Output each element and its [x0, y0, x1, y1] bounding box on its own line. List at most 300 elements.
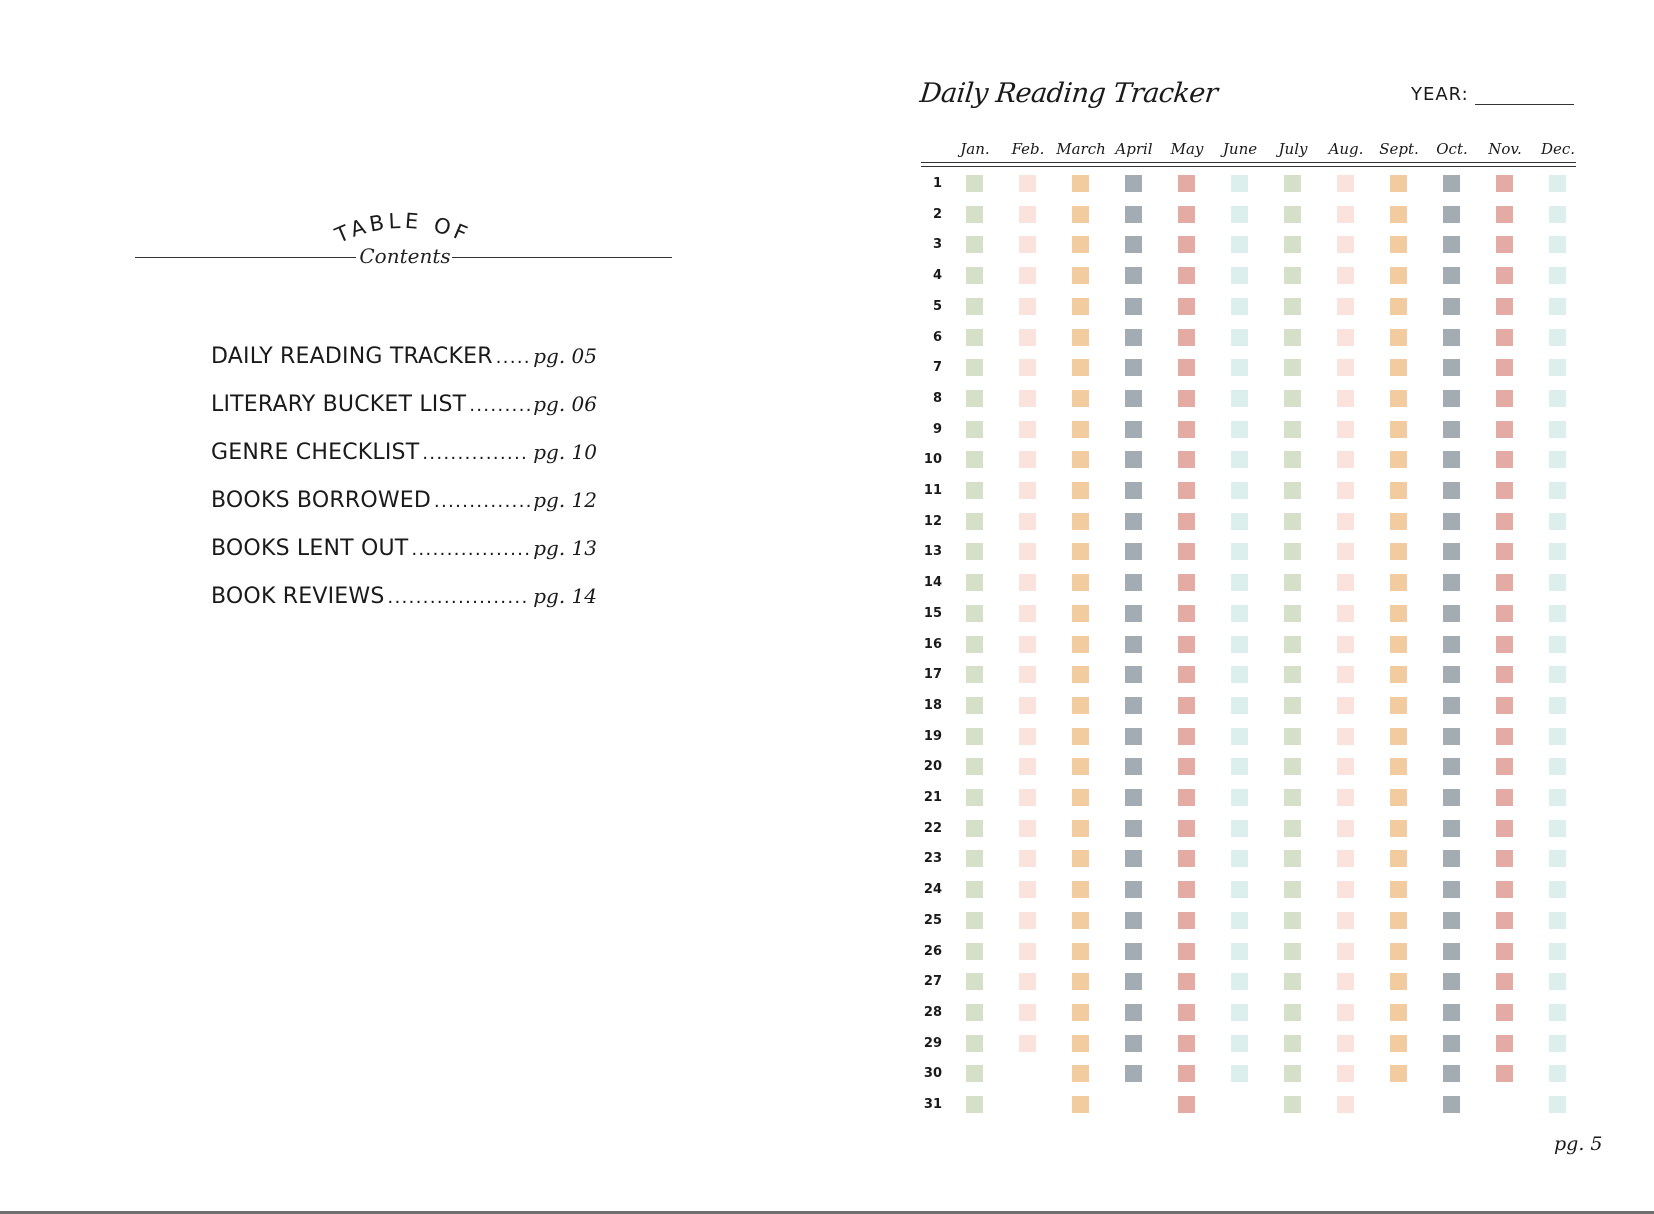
tracker-cell[interactable] [1284, 1065, 1301, 1082]
toc-entry[interactable] [211, 440, 597, 470]
tracker-cell[interactable] [1284, 421, 1301, 438]
tracker-cell[interactable] [1496, 912, 1513, 929]
tracker-cell[interactable] [1284, 1096, 1301, 1113]
tracker-cell[interactable] [1390, 789, 1407, 806]
tracker-cell[interactable] [1496, 513, 1513, 530]
tracker-cell[interactable] [1443, 697, 1460, 714]
tracker-cell[interactable] [966, 421, 983, 438]
toc-entry[interactable] [211, 344, 597, 374]
tracker-cell[interactable] [1549, 1096, 1566, 1113]
tracker-cell[interactable] [1231, 758, 1248, 775]
tracker-cell[interactable] [966, 267, 983, 284]
tracker-cell[interactable] [1284, 513, 1301, 530]
tracker-cell[interactable] [1390, 943, 1407, 960]
tracker-cell[interactable] [1549, 175, 1566, 192]
tracker-cell[interactable] [1337, 912, 1354, 929]
tracker-cell[interactable] [1337, 1096, 1354, 1113]
tracker-cell[interactable] [1496, 359, 1513, 376]
tracker-cell[interactable] [966, 973, 983, 990]
tracker-cell[interactable] [1284, 820, 1301, 837]
tracker-cell[interactable] [1549, 636, 1566, 653]
tracker-cell[interactable] [1178, 1004, 1195, 1021]
tracker-cell[interactable] [1549, 1065, 1566, 1082]
tracker-cell[interactable] [1284, 390, 1301, 407]
tracker-cell[interactable] [966, 574, 983, 591]
tracker-cell[interactable] [1178, 513, 1195, 530]
tracker-cell[interactable] [1496, 728, 1513, 745]
tracker-cell[interactable] [1443, 543, 1460, 560]
toc-entry[interactable] [211, 536, 597, 566]
tracker-cell[interactable] [1390, 451, 1407, 468]
tracker-cell[interactable] [1443, 175, 1460, 192]
tracker-cell[interactable] [1496, 574, 1513, 591]
tracker-cell[interactable] [1390, 359, 1407, 376]
tracker-cell[interactable] [1549, 1004, 1566, 1021]
tracker-cell[interactable] [1549, 605, 1566, 622]
tracker-cell[interactable] [1019, 850, 1036, 867]
tracker-cell[interactable] [966, 482, 983, 499]
tracker-cell[interactable] [966, 697, 983, 714]
tracker-cell[interactable] [1072, 1035, 1089, 1052]
tracker-cell[interactable] [1019, 912, 1036, 929]
tracker-cell[interactable] [1549, 881, 1566, 898]
tracker-cell[interactable] [1337, 820, 1354, 837]
tracker-cell[interactable] [1019, 359, 1036, 376]
tracker-cell[interactable] [1178, 482, 1195, 499]
tracker-cell[interactable] [1019, 206, 1036, 223]
tracker-cell[interactable] [1125, 758, 1142, 775]
tracker-cell[interactable] [1390, 973, 1407, 990]
tracker-cell[interactable] [1284, 636, 1301, 653]
tracker-cell[interactable] [1390, 881, 1407, 898]
tracker-cell[interactable] [1231, 1035, 1248, 1052]
tracker-cell[interactable] [1019, 820, 1036, 837]
tracker-cell[interactable] [1125, 267, 1142, 284]
tracker-cell[interactable] [1337, 451, 1354, 468]
tracker-cell[interactable] [1019, 513, 1036, 530]
tracker-cell[interactable] [1549, 850, 1566, 867]
tracker-cell[interactable] [966, 451, 983, 468]
tracker-cell[interactable] [966, 728, 983, 745]
tracker-cell[interactable] [1443, 236, 1460, 253]
tracker-cell[interactable] [1125, 973, 1142, 990]
tracker-cell[interactable] [1337, 359, 1354, 376]
tracker-cell[interactable] [1549, 359, 1566, 376]
tracker-cell[interactable] [1178, 267, 1195, 284]
tracker-cell[interactable] [1178, 421, 1195, 438]
tracker-cell[interactable] [1231, 482, 1248, 499]
tracker-cell[interactable] [1443, 298, 1460, 315]
tracker-cell[interactable] [1337, 421, 1354, 438]
tracker-cell[interactable] [1178, 236, 1195, 253]
tracker-cell[interactable] [1496, 1065, 1513, 1082]
tracker-cell[interactable] [1496, 329, 1513, 346]
year-input-line[interactable] [1475, 104, 1574, 105]
tracker-cell[interactable] [1390, 390, 1407, 407]
tracker-cell[interactable] [1549, 912, 1566, 929]
tracker-cell[interactable] [966, 881, 983, 898]
tracker-cell[interactable] [1284, 666, 1301, 683]
tracker-cell[interactable] [1549, 973, 1566, 990]
tracker-cell[interactable] [1178, 912, 1195, 929]
tracker-cell[interactable] [966, 666, 983, 683]
tracker-cell[interactable] [1390, 206, 1407, 223]
tracker-cell[interactable] [1390, 513, 1407, 530]
tracker-cell[interactable] [1072, 236, 1089, 253]
tracker-cell[interactable] [1125, 175, 1142, 192]
toc-entry[interactable] [211, 488, 597, 518]
tracker-cell[interactable] [1496, 543, 1513, 560]
tracker-cell[interactable] [1178, 298, 1195, 315]
tracker-cell[interactable] [1072, 482, 1089, 499]
tracker-cell[interactable] [1496, 1004, 1513, 1021]
tracker-cell[interactable] [1125, 298, 1142, 315]
tracker-cell[interactable] [1072, 1065, 1089, 1082]
tracker-cell[interactable] [1549, 267, 1566, 284]
tracker-cell[interactable] [1390, 912, 1407, 929]
tracker-cell[interactable] [1125, 636, 1142, 653]
tracker-cell[interactable] [1390, 636, 1407, 653]
tracker-cell[interactable] [1337, 636, 1354, 653]
tracker-cell[interactable] [1019, 421, 1036, 438]
tracker-cell[interactable] [966, 513, 983, 530]
tracker-cell[interactable] [1390, 697, 1407, 714]
tracker-cell[interactable] [1019, 728, 1036, 745]
tracker-cell[interactable] [1443, 1035, 1460, 1052]
tracker-cell[interactable] [1496, 758, 1513, 775]
tracker-cell[interactable] [1178, 329, 1195, 346]
tracker-cell[interactable] [1125, 482, 1142, 499]
tracker-cell[interactable] [1549, 543, 1566, 560]
tracker-cell[interactable] [1443, 666, 1460, 683]
tracker-cell[interactable] [966, 543, 983, 560]
tracker-cell[interactable] [1549, 390, 1566, 407]
tracker-cell[interactable] [1231, 697, 1248, 714]
tracker-cell[interactable] [1125, 1035, 1142, 1052]
tracker-cell[interactable] [1019, 236, 1036, 253]
tracker-cell[interactable] [1390, 1004, 1407, 1021]
tracker-cell[interactable] [1443, 421, 1460, 438]
tracker-cell[interactable] [1443, 513, 1460, 530]
tracker-cell[interactable] [1072, 789, 1089, 806]
tracker-cell[interactable] [1284, 1004, 1301, 1021]
tracker-cell[interactable] [1443, 329, 1460, 346]
tracker-cell[interactable] [1178, 666, 1195, 683]
tracker-cell[interactable] [966, 820, 983, 837]
tracker-cell[interactable] [1178, 1065, 1195, 1082]
tracker-cell[interactable] [1072, 175, 1089, 192]
tracker-cell[interactable] [966, 758, 983, 775]
tracker-cell[interactable] [1178, 973, 1195, 990]
tracker-cell[interactable] [1337, 728, 1354, 745]
tracker-cell[interactable] [1072, 728, 1089, 745]
tracker-cell[interactable] [1019, 636, 1036, 653]
tracker-cell[interactable] [1231, 175, 1248, 192]
tracker-cell[interactable] [1125, 236, 1142, 253]
tracker-cell[interactable] [1178, 758, 1195, 775]
tracker-cell[interactable] [1337, 605, 1354, 622]
tracker-cell[interactable] [1496, 482, 1513, 499]
tracker-cell[interactable] [1019, 758, 1036, 775]
tracker-cell[interactable] [1125, 543, 1142, 560]
tracker-cell[interactable] [1496, 697, 1513, 714]
tracker-cell[interactable] [1178, 451, 1195, 468]
tracker-cell[interactable] [1072, 206, 1089, 223]
tracker-cell[interactable] [1019, 697, 1036, 714]
tracker-cell[interactable] [1496, 666, 1513, 683]
tracker-cell[interactable] [1496, 636, 1513, 653]
tracker-cell[interactable] [1549, 451, 1566, 468]
tracker-cell[interactable] [966, 1065, 983, 1082]
tracker-cell[interactable] [1231, 1065, 1248, 1082]
tracker-cell[interactable] [1390, 298, 1407, 315]
tracker-cell[interactable] [1178, 1035, 1195, 1052]
tracker-cell[interactable] [1072, 267, 1089, 284]
tracker-cell[interactable] [1284, 912, 1301, 929]
tracker-cell[interactable] [966, 359, 983, 376]
tracker-cell[interactable] [1443, 789, 1460, 806]
tracker-cell[interactable] [1125, 206, 1142, 223]
tracker-cell[interactable] [1125, 421, 1142, 438]
tracker-cell[interactable] [1337, 850, 1354, 867]
tracker-cell[interactable] [1125, 1065, 1142, 1082]
tracker-cell[interactable] [1231, 605, 1248, 622]
tracker-cell[interactable] [1125, 912, 1142, 929]
tracker-cell[interactable] [1019, 666, 1036, 683]
tracker-cell[interactable] [1019, 1035, 1036, 1052]
tracker-cell[interactable] [1549, 666, 1566, 683]
tracker-cell[interactable] [1072, 359, 1089, 376]
tracker-cell[interactable] [1443, 728, 1460, 745]
tracker-cell[interactable] [1019, 451, 1036, 468]
tracker-cell[interactable] [1496, 175, 1513, 192]
tracker-cell[interactable] [1337, 329, 1354, 346]
tracker-cell[interactable] [1496, 206, 1513, 223]
tracker-cell[interactable] [1231, 543, 1248, 560]
tracker-cell[interactable] [1549, 697, 1566, 714]
tracker-cell[interactable] [1072, 1004, 1089, 1021]
tracker-cell[interactable] [1390, 728, 1407, 745]
tracker-cell[interactable] [1390, 329, 1407, 346]
tracker-cell[interactable] [1125, 881, 1142, 898]
tracker-cell[interactable] [1443, 912, 1460, 929]
tracker-cell[interactable] [1231, 789, 1248, 806]
tracker-cell[interactable] [1284, 206, 1301, 223]
tracker-cell[interactable] [1125, 666, 1142, 683]
tracker-cell[interactable] [1496, 298, 1513, 315]
tracker-cell[interactable] [1072, 1096, 1089, 1113]
tracker-cell[interactable] [1443, 758, 1460, 775]
tracker-cell[interactable] [1284, 482, 1301, 499]
tracker-cell[interactable] [1443, 1004, 1460, 1021]
tracker-cell[interactable] [966, 636, 983, 653]
tracker-cell[interactable] [1443, 850, 1460, 867]
tracker-cell[interactable] [1125, 943, 1142, 960]
tracker-cell[interactable] [1337, 175, 1354, 192]
tracker-cell[interactable] [1443, 451, 1460, 468]
tracker-cell[interactable] [1284, 267, 1301, 284]
tracker-cell[interactable] [966, 390, 983, 407]
tracker-cell[interactable] [1443, 482, 1460, 499]
tracker-cell[interactable] [1072, 543, 1089, 560]
tracker-cell[interactable] [1496, 236, 1513, 253]
tracker-cell[interactable] [1231, 666, 1248, 683]
tracker-cell[interactable] [966, 789, 983, 806]
tracker-cell[interactable] [1178, 390, 1195, 407]
tracker-cell[interactable] [1549, 329, 1566, 346]
tracker-cell[interactable] [1549, 206, 1566, 223]
tracker-cell[interactable] [1390, 1035, 1407, 1052]
tracker-cell[interactable] [1284, 359, 1301, 376]
tracker-cell[interactable] [1284, 236, 1301, 253]
tracker-cell[interactable] [1019, 175, 1036, 192]
tracker-cell[interactable] [1390, 236, 1407, 253]
tracker-cell[interactable] [1125, 850, 1142, 867]
tracker-cell[interactable] [1019, 329, 1036, 346]
tracker-cell[interactable] [1231, 390, 1248, 407]
tracker-cell[interactable] [1337, 973, 1354, 990]
tracker-cell[interactable] [1231, 267, 1248, 284]
tracker-cell[interactable] [1125, 697, 1142, 714]
tracker-cell[interactable] [1178, 728, 1195, 745]
tracker-cell[interactable] [1072, 881, 1089, 898]
tracker-cell[interactable] [1284, 789, 1301, 806]
tracker-cell[interactable] [1284, 543, 1301, 560]
tracker-cell[interactable] [1284, 1035, 1301, 1052]
tracker-cell[interactable] [966, 1004, 983, 1021]
tracker-cell[interactable] [1231, 236, 1248, 253]
tracker-cell[interactable] [1337, 236, 1354, 253]
tracker-cell[interactable] [1337, 943, 1354, 960]
tracker-cell[interactable] [1549, 421, 1566, 438]
tracker-cell[interactable] [1125, 574, 1142, 591]
tracker-cell[interactable] [1496, 789, 1513, 806]
tracker-cell[interactable] [1390, 574, 1407, 591]
tracker-cell[interactable] [1496, 267, 1513, 284]
tracker-cell[interactable] [1390, 850, 1407, 867]
tracker-cell[interactable] [1337, 513, 1354, 530]
tracker-cell[interactable] [1337, 789, 1354, 806]
tracker-cell[interactable] [1496, 421, 1513, 438]
tracker-cell[interactable] [1337, 1035, 1354, 1052]
tracker-cell[interactable] [1231, 820, 1248, 837]
tracker-cell[interactable] [1125, 820, 1142, 837]
tracker-cell[interactable] [1337, 298, 1354, 315]
tracker-cell[interactable] [1072, 329, 1089, 346]
tracker-cell[interactable] [1443, 881, 1460, 898]
tracker-cell[interactable] [1125, 513, 1142, 530]
tracker-cell[interactable] [1549, 1035, 1566, 1052]
tracker-cell[interactable] [1072, 820, 1089, 837]
tracker-cell[interactable] [1284, 697, 1301, 714]
tracker-cell[interactable] [1072, 298, 1089, 315]
tracker-cell[interactable] [1019, 789, 1036, 806]
tracker-cell[interactable] [966, 912, 983, 929]
tracker-cell[interactable] [1019, 390, 1036, 407]
tracker-cell[interactable] [1125, 451, 1142, 468]
tracker-cell[interactable] [1390, 1065, 1407, 1082]
tracker-cell[interactable] [1019, 543, 1036, 560]
tracker-cell[interactable] [1019, 881, 1036, 898]
tracker-cell[interactable] [1496, 943, 1513, 960]
tracker-cell[interactable] [1178, 605, 1195, 622]
tracker-cell[interactable] [1125, 329, 1142, 346]
tracker-cell[interactable] [1178, 1096, 1195, 1113]
tracker-cell[interactable] [1390, 666, 1407, 683]
tracker-cell[interactable] [1231, 359, 1248, 376]
tracker-cell[interactable] [1549, 236, 1566, 253]
tracker-cell[interactable] [966, 298, 983, 315]
tracker-cell[interactable] [1549, 943, 1566, 960]
tracker-cell[interactable] [1443, 1096, 1460, 1113]
tracker-cell[interactable] [1231, 973, 1248, 990]
tracker-cell[interactable] [1072, 973, 1089, 990]
tracker-cell[interactable] [1231, 298, 1248, 315]
tracker-cell[interactable] [1496, 1035, 1513, 1052]
tracker-cell[interactable] [1549, 482, 1566, 499]
tracker-cell[interactable] [1072, 513, 1089, 530]
tracker-cell[interactable] [1337, 482, 1354, 499]
tracker-cell[interactable] [1549, 820, 1566, 837]
tracker-cell[interactable] [1231, 574, 1248, 591]
tracker-cell[interactable] [1337, 206, 1354, 223]
tracker-cell[interactable] [1337, 881, 1354, 898]
tracker-cell[interactable] [1178, 543, 1195, 560]
tracker-cell[interactable] [1231, 421, 1248, 438]
tracker-cell[interactable] [966, 236, 983, 253]
tracker-cell[interactable] [1284, 728, 1301, 745]
tracker-cell[interactable] [1337, 574, 1354, 591]
tracker-cell[interactable] [1496, 850, 1513, 867]
tracker-cell[interactable] [966, 1035, 983, 1052]
tracker-cell[interactable] [1390, 820, 1407, 837]
tracker-cell[interactable] [1284, 943, 1301, 960]
tracker-cell[interactable] [966, 605, 983, 622]
tracker-cell[interactable] [1390, 421, 1407, 438]
tracker-cell[interactable] [1231, 728, 1248, 745]
tracker-cell[interactable] [1443, 359, 1460, 376]
tracker-cell[interactable] [1549, 789, 1566, 806]
tracker-cell[interactable] [1231, 451, 1248, 468]
tracker-cell[interactable] [1284, 574, 1301, 591]
tracker-cell[interactable] [1443, 820, 1460, 837]
toc-entry[interactable] [211, 392, 597, 422]
tracker-cell[interactable] [966, 943, 983, 960]
toc-entry[interactable] [211, 584, 597, 614]
tracker-cell[interactable] [1072, 758, 1089, 775]
tracker-cell[interactable] [966, 175, 983, 192]
tracker-cell[interactable] [1072, 912, 1089, 929]
tracker-cell[interactable] [1125, 359, 1142, 376]
tracker-cell[interactable] [1443, 267, 1460, 284]
tracker-cell[interactable] [966, 850, 983, 867]
tracker-cell[interactable] [1337, 543, 1354, 560]
tracker-cell[interactable] [1337, 758, 1354, 775]
tracker-cell[interactable] [1072, 636, 1089, 653]
tracker-cell[interactable] [1390, 267, 1407, 284]
tracker-cell[interactable] [1284, 175, 1301, 192]
tracker-cell[interactable] [1231, 513, 1248, 530]
tracker-cell[interactable] [1337, 1065, 1354, 1082]
tracker-cell[interactable] [1125, 789, 1142, 806]
tracker-cell[interactable] [1496, 605, 1513, 622]
tracker-cell[interactable] [1231, 636, 1248, 653]
tracker-cell[interactable] [1178, 175, 1195, 192]
tracker-cell[interactable] [1178, 636, 1195, 653]
tracker-cell[interactable] [1337, 666, 1354, 683]
tracker-cell[interactable] [1231, 943, 1248, 960]
tracker-cell[interactable] [1019, 605, 1036, 622]
